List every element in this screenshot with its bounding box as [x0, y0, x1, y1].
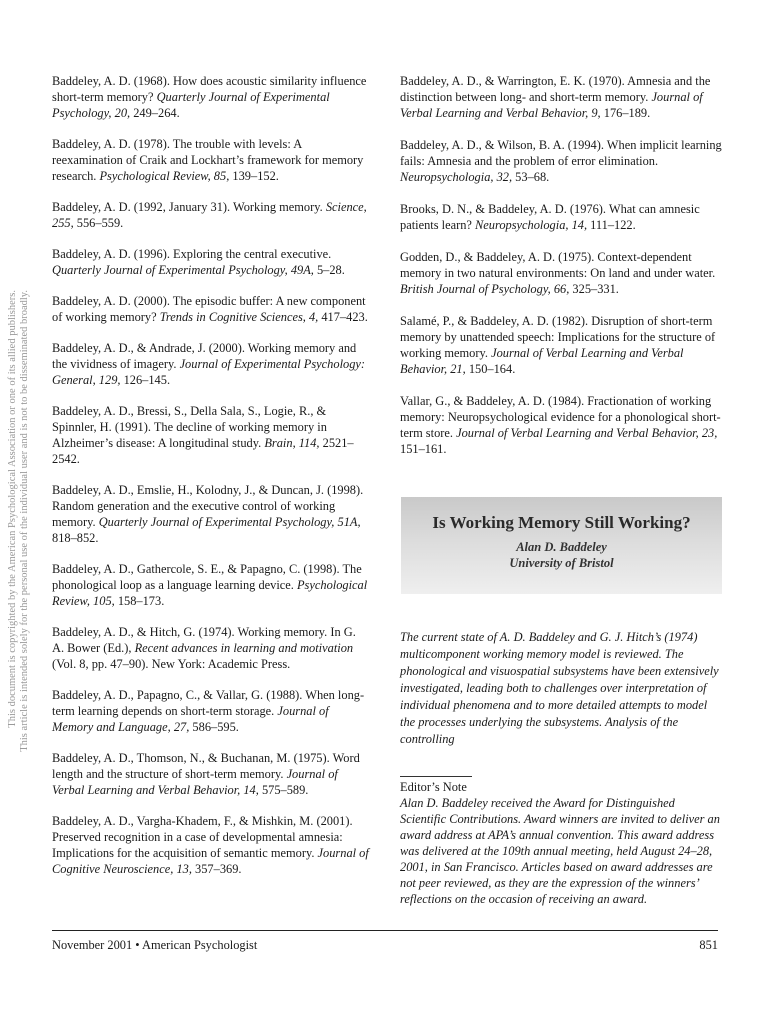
reference-text: Godden, D., & Baddeley, A. D. (1975). Context-dependent memory in two natural environments: On land and under water.: [400, 250, 716, 280]
reference-entry: [52, 687, 370, 735]
reference-entry: [52, 561, 370, 609]
reference-text: Baddeley, A. D., & Hitch, G. (1974). Working memory. In G. A. Bower (Ed.),: [52, 625, 356, 655]
reference-pages: 111–122.: [587, 218, 636, 232]
reference-pages: 2521–2542.: [52, 436, 354, 466]
page-footer: [52, 930, 718, 952]
reference-source: Psychological Review, 85,: [99, 169, 230, 183]
reference-source: Recent advances in learning and motivation: [134, 641, 354, 655]
reference-entry: [400, 137, 722, 185]
reference-entry: [52, 403, 370, 467]
reference-entry: [52, 199, 370, 231]
reference-source: Journal of Cognitive Neuroscience, 13,: [52, 846, 369, 876]
reference-source: Neuropsychologia, 32,: [400, 170, 513, 184]
reference-text: Baddeley, A. D. (1968). How does acoustic similarity influence short-term memory?: [52, 74, 367, 104]
reference-text: Baddeley, A. D., Papagno, C., & Vallar, G. (1988). When long-term learning depends on short-term storage.: [52, 688, 365, 718]
reference-source: Quarterly Journal of Experimental Psychology, 49A,: [52, 263, 314, 277]
editors-note-heading: Editor’s Note: [400, 780, 467, 794]
reference-text: Baddeley, A. D., Gathercole, S. E., & Papagno, C. (1998). The phonological loop as a language learning device.: [52, 562, 362, 592]
editors-note-rule: [400, 776, 472, 777]
reference-pages: 151–161.: [400, 442, 447, 456]
reference-entry: [400, 73, 722, 121]
reference-entry: [400, 249, 722, 297]
reference-source: Journal of Verbal Learning and Verbal Behavior, 14,: [52, 767, 338, 797]
reference-source: British Journal of Psychology, 66,: [400, 282, 570, 296]
reference-text: Brooks, D. N., & Baddeley, A. D. (1976). What can amnesic patients learn?: [400, 202, 700, 232]
editors-note: [400, 776, 722, 907]
reference-pages: 139–152.: [229, 169, 279, 183]
reference-pages: 158–173.: [114, 594, 165, 608]
reference-source: Journal of Experimental Psychology: General, 129,: [52, 357, 366, 387]
reference-entry: [52, 73, 370, 121]
editors-note-body: Alan D. Baddeley received the Award for Distinguished Scientific Contributions. Award winners are invited to deliver an award address at APA’s annual convention. This award address was delivered at the 109th annual meeting, held August 24–28, 2001, in San Francisco. Articles based on award addresses are not peer reviewed, as they are the expression of the winners’ reflections on the occasion of receiving an award.: [400, 796, 720, 906]
reference-text: Baddeley, A. D. (1996). Exploring the central executive.: [52, 247, 332, 261]
reference-entry: [52, 624, 370, 672]
reference-entry: [52, 136, 370, 184]
copyright-notice-line-1: This document is copyrighted by the American Psychological Association or one of its allied publishers.: [7, 290, 18, 728]
reference-pages: 417–423.: [318, 310, 368, 324]
reference-source: Quarterly Journal of Experimental Psychology, 20,: [52, 90, 330, 120]
reference-text: Baddeley, A. D., Bressi, S., Della Sala, S., Logie, R., & Spinnler, H. (1991). The decline of working memory in Alzheimer’s disease: A longitudinal study.: [52, 404, 327, 450]
article-title: Is Working Memory Still Working?: [432, 513, 691, 532]
reference-pages: 818–852.: [52, 531, 99, 545]
reference-entry: [52, 750, 370, 798]
reference-list-right: [400, 73, 722, 473]
reference-entry: [52, 246, 370, 278]
reference-pages: 575–589.: [258, 783, 309, 797]
reference-source: Science, 255,: [52, 200, 367, 230]
reference-source: Journal of Verbal Learning and Verbal Behavior, 21,: [400, 346, 684, 376]
reference-text: Baddeley, A. D., & Warrington, E. K. (1970). Amnesia and the distinction between long- and short-term memory.: [400, 74, 711, 104]
reference-source: Quarterly Journal of Experimental Psychology, 51A,: [98, 515, 361, 529]
reference-source: Psychological Review, 105,: [52, 578, 368, 608]
reference-pages: 53–68.: [512, 170, 550, 184]
reference-entry: [52, 293, 370, 325]
reference-source: Neuropsychologia, 14,: [475, 218, 588, 232]
reference-text: Baddeley, A. D., & Andrade, J. (2000). Working memory and the vividness of imagery.: [52, 341, 357, 371]
reference-source: Journal of Memory and Language, 27,: [52, 704, 329, 734]
reference-text: Baddeley, A. D., Emslie, H., Kolodny, J., & Duncan, J. (1998). Random generation and the executive control of working memory.: [52, 483, 364, 529]
reference-list-left: [52, 73, 370, 892]
article-abstract: The current state of A. D. Baddeley and G. J. Hitch’s (1974) multicomponent working memory model is reviewed. The phonological and visuospatial subsystems have been extensively investigated, leading both to challenges over interpretation of individual phenomena and to more detailed attempts to model the processes underlying the subsystems. Analysis of the controlling: [400, 630, 719, 746]
article-author: Alan D. Baddeley: [516, 540, 607, 554]
article-title-box: [401, 497, 722, 594]
article-affiliation: University of Bristol: [509, 556, 614, 570]
reference-pages: 586–595.: [189, 720, 239, 734]
reference-text: Baddeley, A. D., Thomson, N., & Buchanan, M. (1975). Word length and the structure of short-term memory.: [52, 751, 360, 781]
reference-text: Baddeley, A. D. (1978). The trouble with levels: A reexamination of Craik and Lockhart’s framework for memory research.: [52, 137, 364, 183]
reference-text: Baddeley, A. D., Vargha-Khadem, F., & Mishkin, M. (2001). Preserved recognition in a case of developmental amnesia: Implications for the acquisition of semantic memory.: [52, 814, 353, 860]
reference-pages: 357–369.: [191, 862, 242, 876]
copyright-sidebar: [0, 60, 44, 760]
reference-pages: (Vol. 8, pp. 47–90). New York: Academic Press.: [52, 657, 291, 671]
reference-source: Journal of Verbal Learning and Verbal Behavior, 23,: [456, 426, 718, 440]
reference-source: Journal of Verbal Learning and Verbal Behavior, 9,: [400, 90, 703, 120]
reference-pages: 176–189.: [600, 106, 651, 120]
reference-text: Baddeley, A. D. (1992, January 31). Working memory.: [52, 200, 326, 214]
reference-source: Brain, 114,: [264, 436, 320, 450]
reference-pages: 556–559.: [73, 216, 124, 230]
reference-text: Vallar, G., & Baddeley, A. D. (1984). Fractionation of working memory: Neuropsychological evidence for a phonological short-term store.: [400, 394, 721, 440]
reference-entry: [52, 340, 370, 388]
reference-pages: 325–331.: [569, 282, 619, 296]
reference-entry: [400, 393, 722, 457]
footer-journal-info: November 2001 • American Psychologist: [52, 938, 258, 952]
reference-pages: 126–145.: [120, 373, 171, 387]
reference-entry: [52, 482, 370, 546]
reference-pages: 150–164.: [465, 362, 516, 376]
reference-entry: [52, 813, 370, 877]
copyright-notice-line-2: This article is intended solely for the personal use of the individual user and is not to be disseminated broadly.: [19, 290, 30, 752]
reference-text: Baddeley, A. D. (2000). The episodic buffer: A new component of working memory?: [52, 294, 366, 324]
reference-text: Salamé, P., & Baddeley, A. D. (1982). Disruption of short-term memory by unattended speech: Implications for the structure of working memory.: [400, 314, 716, 360]
reference-pages: 249–264.: [130, 106, 180, 120]
reference-pages: 5–28.: [313, 263, 345, 277]
reference-entry: [400, 313, 722, 377]
reference-text: Baddeley, A. D., & Wilson, B. A. (1994). When implicit learning fails: Amnesia and the problem of error elimination.: [400, 138, 722, 168]
reference-entry: [400, 201, 722, 233]
reference-source: Trends in Cognitive Sciences, 4,: [159, 310, 319, 324]
page-number: 851: [699, 938, 718, 952]
